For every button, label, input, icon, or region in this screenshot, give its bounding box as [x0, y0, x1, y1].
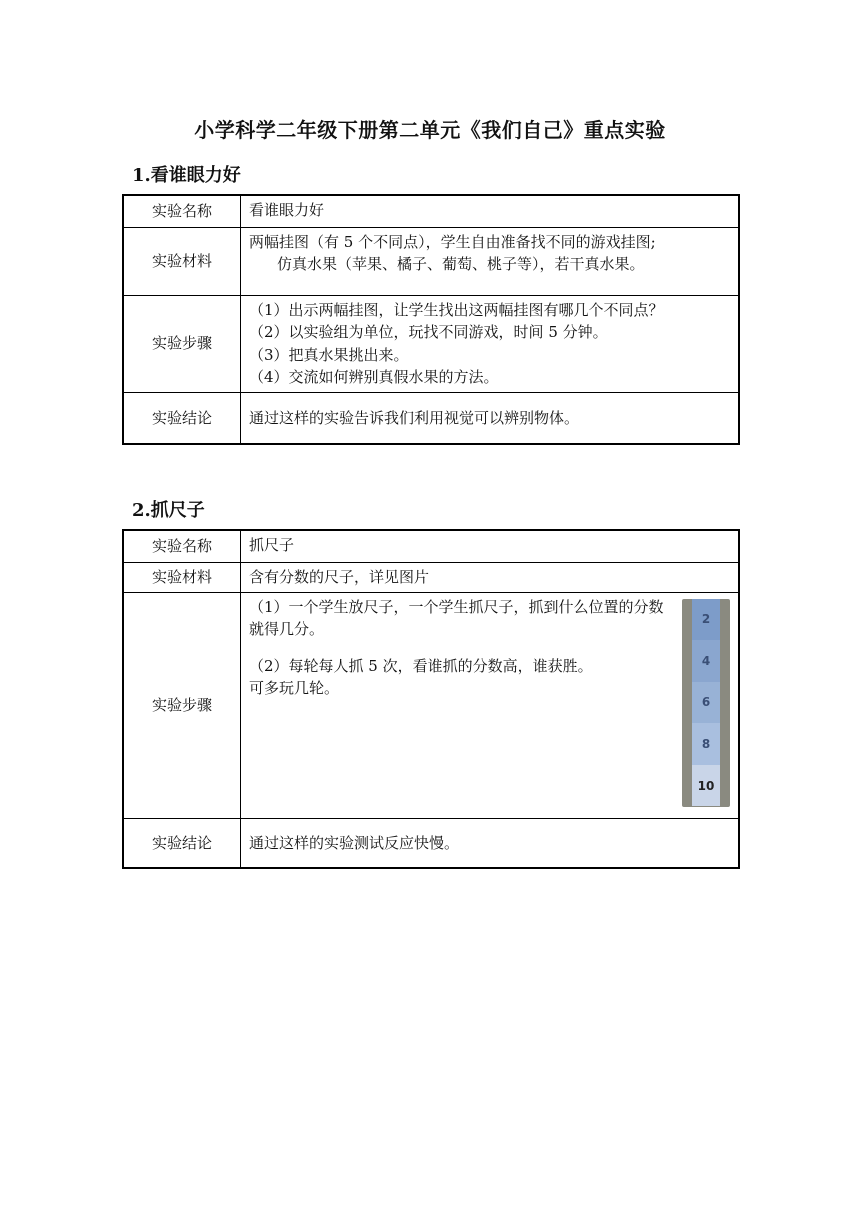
- materials-line: 仿真水果（苹果、橘子、葡萄、桃子等），若干真水果。: [277, 255, 645, 273]
- table-row: [123, 295, 739, 392]
- ruler-photo-icon: [682, 599, 730, 807]
- name-label: 实验名称: [123, 195, 241, 227]
- table-row: [123, 227, 739, 295]
- table-row: [123, 592, 739, 818]
- conclusion-label: 实验结论: [123, 818, 241, 868]
- name-label: 实验名称: [123, 530, 241, 562]
- section-heading-2: 2.抓尺子: [132, 500, 205, 521]
- conclusion-value: 通过这样的实验测试反应快慢。: [241, 818, 740, 868]
- table-row: [123, 195, 739, 227]
- materials-label: 实验材料: [123, 227, 241, 295]
- table-row: [123, 530, 739, 562]
- table-row: [123, 562, 739, 592]
- conclusion-label: 实验结论: [123, 392, 241, 444]
- step-line: （2）以实验组为单位，玩找不同游戏，时间 5 分钟。: [249, 323, 608, 341]
- materials-value: [241, 227, 740, 295]
- ruler-mark: 4: [692, 640, 720, 682]
- name-value: 抓尺子: [241, 530, 740, 562]
- steps-label: 实验步骤: [123, 295, 241, 392]
- conclusion-value: 通过这样的实验告诉我们利用视觉可以辨别物体。: [241, 392, 740, 444]
- step-line: （3）把真水果挑出来。: [249, 345, 409, 364]
- section-heading-1: 1.看谁眼力好: [132, 165, 241, 186]
- ruler-mark: 2: [692, 599, 720, 641]
- step-spacer: [249, 641, 664, 655]
- ruler-mark: 10: [692, 765, 720, 807]
- step-line: （2）每轮每人抓 5 次，看谁抓的分数高，谁获胜。: [249, 656, 593, 675]
- ruler-mark: 8: [692, 723, 720, 765]
- experiment-table-1: [122, 194, 740, 445]
- step-line: （1）一个学生放尺子，一个学生抓尺子，抓到什么位置的分数就得几分。: [249, 597, 664, 638]
- experiment-table-2: [122, 529, 740, 869]
- steps-value: [241, 295, 740, 392]
- steps-label: 实验步骤: [123, 592, 241, 818]
- name-value: 看谁眼力好: [241, 195, 740, 227]
- materials-label: 实验材料: [123, 562, 241, 592]
- steps-value: [241, 592, 740, 818]
- table-row: [123, 392, 739, 444]
- step-line: （1）出示两幅挂图，让学生找出这两幅挂图有哪几个不同点？: [249, 300, 664, 319]
- step-line: 可多玩几轮。: [249, 679, 340, 697]
- materials-line: 两幅挂图（有 5 个不同点），学生自由准备找不同的游戏挂图;: [249, 232, 656, 251]
- ruler-strip: [692, 599, 720, 807]
- step-line: （4）交流如何辨别真假水果的方法。: [249, 368, 499, 386]
- table-row: [123, 818, 739, 868]
- materials-value: 含有分数的尺子，详见图片: [241, 562, 740, 592]
- ruler-mark: 6: [692, 682, 720, 724]
- steps-text: [249, 596, 664, 700]
- page-title: 小学科学二年级下册第二单元《我们自己》重点实验: [194, 118, 666, 142]
